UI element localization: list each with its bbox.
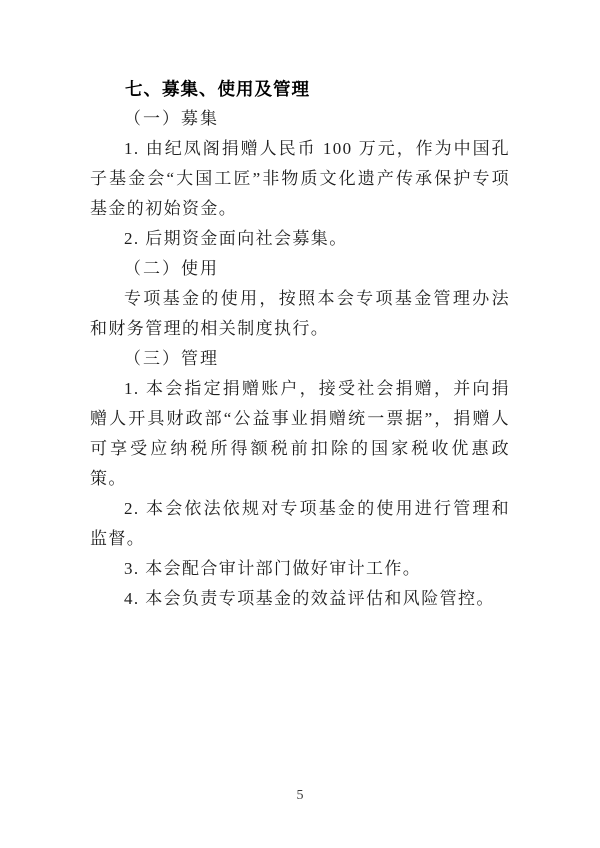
- subheading-fundraising: （一）募集: [124, 109, 219, 128]
- section-heading: 七、募集、使用及管理: [125, 79, 310, 99]
- paragraph-risk-control: 4. 本会负责专项基金的效益评估和风险管控。: [124, 589, 495, 608]
- page-footer: [0, 786, 600, 804]
- paragraph-donation-account: 1. 本会指定捐赠账户，接受社会捐赠，并向捐赠人开具财政部“公益事业捐赠统一票据”，捐赠人可享受应纳税所得额税前扣除的国家税收优惠政策。: [90, 379, 510, 488]
- paragraph-usage-rules: 专项基金的使用，按照本会专项基金管理办法和财务管理的相关制度执行。: [90, 289, 510, 338]
- subheading-management: （三）管理: [124, 349, 219, 368]
- page-number: 5: [296, 788, 304, 803]
- paragraph-initial-donation: 1. 由纪凤阁捐赠人民币 100 万元，作为中国孔子基金会“大国工匠”非物质文化遗产传承保护专项基金的初始资金。: [90, 139, 510, 218]
- paragraph-supervision: 2. 本会依法依规对专项基金的使用进行管理和监督。: [90, 499, 510, 548]
- subheading-usage: （二）使用: [124, 259, 219, 278]
- paragraph-audit: 3. 本会配合审计部门做好审计工作。: [124, 559, 422, 578]
- paragraph-later-funding: 2. 后期资金面向社会募集。: [124, 229, 348, 248]
- document-content: [90, 74, 510, 614]
